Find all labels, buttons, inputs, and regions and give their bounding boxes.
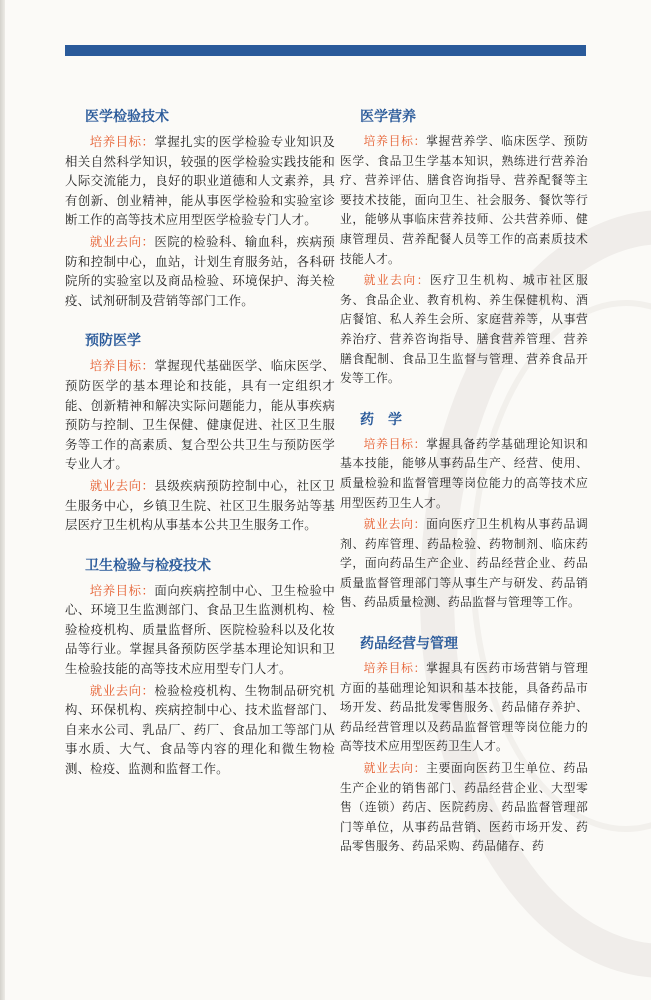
job-text: 主要面向医药卫生单位、药品生产企业的销售部门、药品经营企业、大型零售（连锁）药店、医院药房、药品监督管理部门等单位，从事药品营销、医药市场开发、药品零售服务、药品采购、药品储存、药 <box>340 761 588 854</box>
header-bar <box>65 45 586 56</box>
goal-paragraph <box>340 659 588 757</box>
job-paragraph <box>65 681 335 779</box>
page-binding-edge <box>0 0 5 1000</box>
right-column <box>340 108 588 879</box>
section-title: 药 学 <box>360 411 402 428</box>
goal-label: 培养目标： <box>89 582 155 598</box>
job-paragraph <box>65 232 335 310</box>
job-label: 就业去向： <box>363 517 427 532</box>
goal-paragraph <box>65 356 335 474</box>
major-section-pharmacy <box>340 411 588 613</box>
goal-label: 培养目标： <box>363 134 427 148</box>
job-text: 检验检疫机构、生物制品研究机构、环保机构、疾病控制中心、技术监督部门、自来水公司、乳品厂、药厂、食品加工等部门从事水质、大气、食品等内容的理化和微生物检测、检疫、监测和监督工作。 <box>65 682 336 777</box>
section-title: 卫生检验与检疫技术 <box>85 557 211 574</box>
section-title: 医学营养 <box>360 109 416 125</box>
job-text: 医疗卫生机构、城市社区服务、食品企业、教育机构、养生保健机构、酒店餐馆、私人养生会所、家庭营养等，从事营养治疗、营养咨询指导、膳食营养管理、营养膳食配制、食品卫生监督与管理、营养食品开发等工作。 <box>340 273 588 386</box>
goal-text: 掌握具有医药市场营销与管理方面的基础理论知识和基本技能，具备药品市场开发、药品批发零售服务、药品储存养护、药品经营管理以及药品监督管理等岗位能力的高等技术应用型医药卫生人才。 <box>340 661 588 754</box>
goal-text: 掌握扎实的医学检验专业知识及相关自然科学知识，较强的医学检验实践技能和人际交流能力，良好的职业道德和人文素养，具有创新、创业精神，能从事医学检验和实验室诊断工作的高等技术应用型医学检验专门人才。 <box>65 134 336 228</box>
goal-label: 培养目标： <box>89 358 155 374</box>
job-label: 就业去向： <box>89 233 155 249</box>
job-label: 就业去向： <box>363 273 430 288</box>
goal-paragraph <box>340 435 588 513</box>
section-title: 药品经营与管理 <box>360 636 458 653</box>
job-paragraph <box>340 759 588 857</box>
job-label: 就业去向： <box>89 682 155 698</box>
job-paragraph <box>340 271 588 389</box>
job-label: 就业去向： <box>363 761 427 776</box>
job-text: 面向医疗卫生机构从事药品调剂、药库管理、药品检验、药物制剂、临床药学，面向药品生产企业、药品经营企业、药品质量监督管理部门等从事生产与研发、药品销售、药品质量检测、药品监督与管理等工作。 <box>340 517 588 610</box>
major-section-pharma-business <box>340 635 588 857</box>
goal-paragraph <box>65 581 335 679</box>
job-text: 医院的检验科、输血科，疾病预防和控制中心，血站，计划生育服务站，各科研院所的实验室以及商品检验、环境保护、海关检疫、试剂研制及营销等部门工作。 <box>65 233 336 308</box>
goal-paragraph <box>65 132 335 230</box>
major-section-health-inspection <box>65 557 335 779</box>
goal-text: 掌握营养学、临床医学、预防医学、食品卫生学基本知识，熟练进行营养治疗、营养评估、膳食咨询指导、营养配餐等主要技术技能，面向卫生、社会服务、餐饮等行业，能够从事临床营养技师、公共营养师、健康管理员、营养配餐人员等工作的高素质技术技能人才。 <box>340 134 588 266</box>
job-label: 就业去向： <box>89 477 155 493</box>
goal-label: 培养目标： <box>89 134 155 149</box>
left-column <box>65 108 335 801</box>
job-paragraph <box>340 515 588 613</box>
major-section-medical-lab <box>65 108 335 310</box>
goal-text: 掌握具备药学基础理论知识和基本技能，能够从事药品生产、经营、使用、质量检验和监督管理等岗位能力的高等技术应用型医药卫生人才。 <box>340 436 588 510</box>
section-title: 医学检验技术 <box>85 109 169 125</box>
goal-text: 掌握现代基础医学、临床医学、预防医学的基本理论和技能，具有一定组织才能、创新精神和解决实际问题能力，能从事疾病预防与控制、卫生保健、健康促进、社区卫生服务等工作的高素质、复合型公共卫生与预防医学专业人才。 <box>65 358 336 472</box>
goal-text: 面向疾病控制中心、卫生检验中心、环境卫生监测部门、食品卫生监测机构、检验检疫机构、质量监督所、医院检验科以及化妆品等行业。掌握具备预防医学基本理论知识和卫生检验技能的高等技术应用型专门人才。 <box>65 582 336 677</box>
goal-paragraph <box>340 132 588 269</box>
goal-label: 培养目标： <box>363 661 427 676</box>
job-paragraph <box>65 476 335 535</box>
job-text: 县级疾病预防控制中心，社区卫生服务中心，乡镇卫生院、社区卫生服务站等基层医疗卫生机构从事基本公共卫生服务工作。 <box>65 477 336 533</box>
major-section-preventive-medicine <box>65 332 335 534</box>
major-section-nutrition <box>340 108 588 389</box>
section-title: 预防医学 <box>85 333 141 350</box>
goal-label: 培养目标： <box>363 436 427 451</box>
